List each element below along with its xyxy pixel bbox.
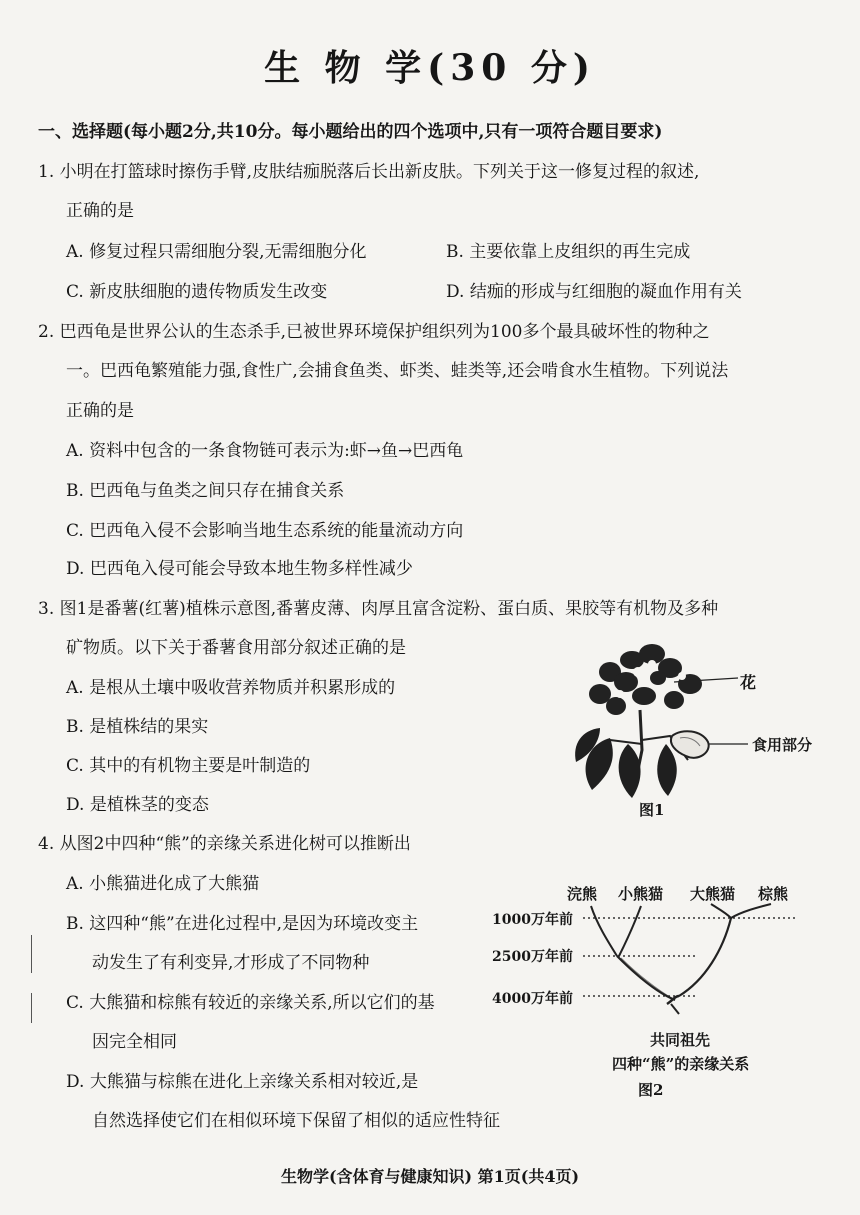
page-footer: 生物学(含体育与健康知识) 第1页(共4页) xyxy=(280,1167,580,1186)
q4-option-b-line2: 动发生了有利变异,才形成了不同物种 xyxy=(92,953,370,973)
q2-option-c: C. 巴西龟入侵不会影响当地生态系统的能量流动方向 xyxy=(66,521,464,541)
tree-species-giant-panda: 大熊猫 xyxy=(690,885,736,903)
fig1-label-edible-part: 食用部分 xyxy=(752,736,813,754)
q1-option-d: D. 结痂的形成与红细胞的凝血作用有关 xyxy=(446,282,742,302)
q4-option-d-line2: 自然选择使它们在相似环境下保留了相似的适应性特征 xyxy=(92,1111,500,1131)
fig2-caption: 图2 xyxy=(638,1081,664,1099)
q3-stem-line2: 矿物质。以下关于番薯食用部分叙述正确的是 xyxy=(66,638,406,658)
section-heading: 一、选择题(每小题2分,共10分。每小题给出的四个选项中,只有一项符合题目要求) xyxy=(38,122,663,142)
scan-mark xyxy=(31,935,32,973)
fig1-caption: 图1 xyxy=(639,801,665,819)
q2-option-b: B. 巴西龟与鱼类之间只存在捕食关系 xyxy=(66,481,345,501)
q2-option-a: A. 资料中包含的一条食物链可表示为:虾→鱼→巴西龟 xyxy=(66,441,464,461)
q2-stem-line1: 2. 巴西龟是世界公认的生态杀手,已被世界环境保护组织列为100多个最具破坏性的物种之 xyxy=(38,322,710,342)
q3-option-c: C. 其中的有机物主要是叶制造的 xyxy=(66,756,311,776)
sweet-potato-plant-illustration xyxy=(570,640,830,800)
q4-option-c-line1: C. 大熊猫和棕熊有较近的亲缘关系,所以它们的基 xyxy=(66,993,435,1013)
q4-option-d-line1: D. 大熊猫与棕熊在进化上亲缘关系相对较近,是 xyxy=(66,1072,419,1092)
q3-option-a: A. 是根从土壤中吸收营养物质并积累形成的 xyxy=(66,678,396,698)
scan-mark xyxy=(31,993,32,1023)
q1-option-c: C. 新皮肤细胞的遗传物质发生改变 xyxy=(66,282,328,302)
tree-time-10m: 1000万年前 xyxy=(492,912,573,928)
q4-stem: 4. 从图2中四种“熊”的亲缘关系进化树可以推断出 xyxy=(38,834,411,854)
q1-option-a: A. 修复过程只需细胞分裂,无需细胞分化 xyxy=(66,242,367,262)
q2-stem-line2: 一。巴西龟繁殖能力强,食性广,会捕食鱼类、虾类、蛙类等,还会啃食水生植物。下列说法 xyxy=(66,361,729,381)
q3-option-b: B. 是植株结的果实 xyxy=(66,717,209,737)
q4-option-a: A. 小熊猫进化成了大熊猫 xyxy=(66,874,260,894)
q4-option-c-line2: 因完全相同 xyxy=(92,1032,177,1052)
fig1-label-flower: 花 xyxy=(740,673,757,692)
tree-species-brown-bear: 棕熊 xyxy=(758,885,789,903)
q3-stem-line1: 3. 图1是番薯(红薯)植株示意图,番薯皮薄、肉厚且富含淀粉、蛋白质、果胶等有机物及多种 xyxy=(38,599,719,619)
tree-species-raccoon: 浣熊 xyxy=(567,885,598,903)
tree-time-40m: 4000万年前 xyxy=(492,991,573,1007)
evolution-tree-diagram xyxy=(575,900,805,1030)
q1-stem-line2: 正确的是 xyxy=(66,201,134,221)
tree-species-red-panda: 小熊猫 xyxy=(618,885,664,903)
q1-stem-line1: 1. 小明在打篮球时擦伤手臂,皮肤结痂脱落后长出新皮肤。下列关于这一修复过程的叙述, xyxy=(38,162,700,182)
q4-option-b-line1: B. 这四种“熊”在进化过程中,是因为环境改变主 xyxy=(66,914,419,934)
tree-time-25m: 2500万年前 xyxy=(492,949,573,965)
page-title: 生 物 学(30 分) xyxy=(264,47,596,89)
tree-root-label: 共同祖先 xyxy=(650,1031,711,1049)
q2-stem-line3: 正确的是 xyxy=(66,401,134,421)
tree-subtitle: 四种“熊”的亲缘关系 xyxy=(612,1055,750,1073)
q3-option-d: D. 是植株茎的变态 xyxy=(66,795,209,815)
q2-option-d: D. 巴西龟入侵可能会导致本地生物多样性减少 xyxy=(66,559,413,579)
q1-option-b: B. 主要依靠上皮组织的再生完成 xyxy=(446,242,691,262)
